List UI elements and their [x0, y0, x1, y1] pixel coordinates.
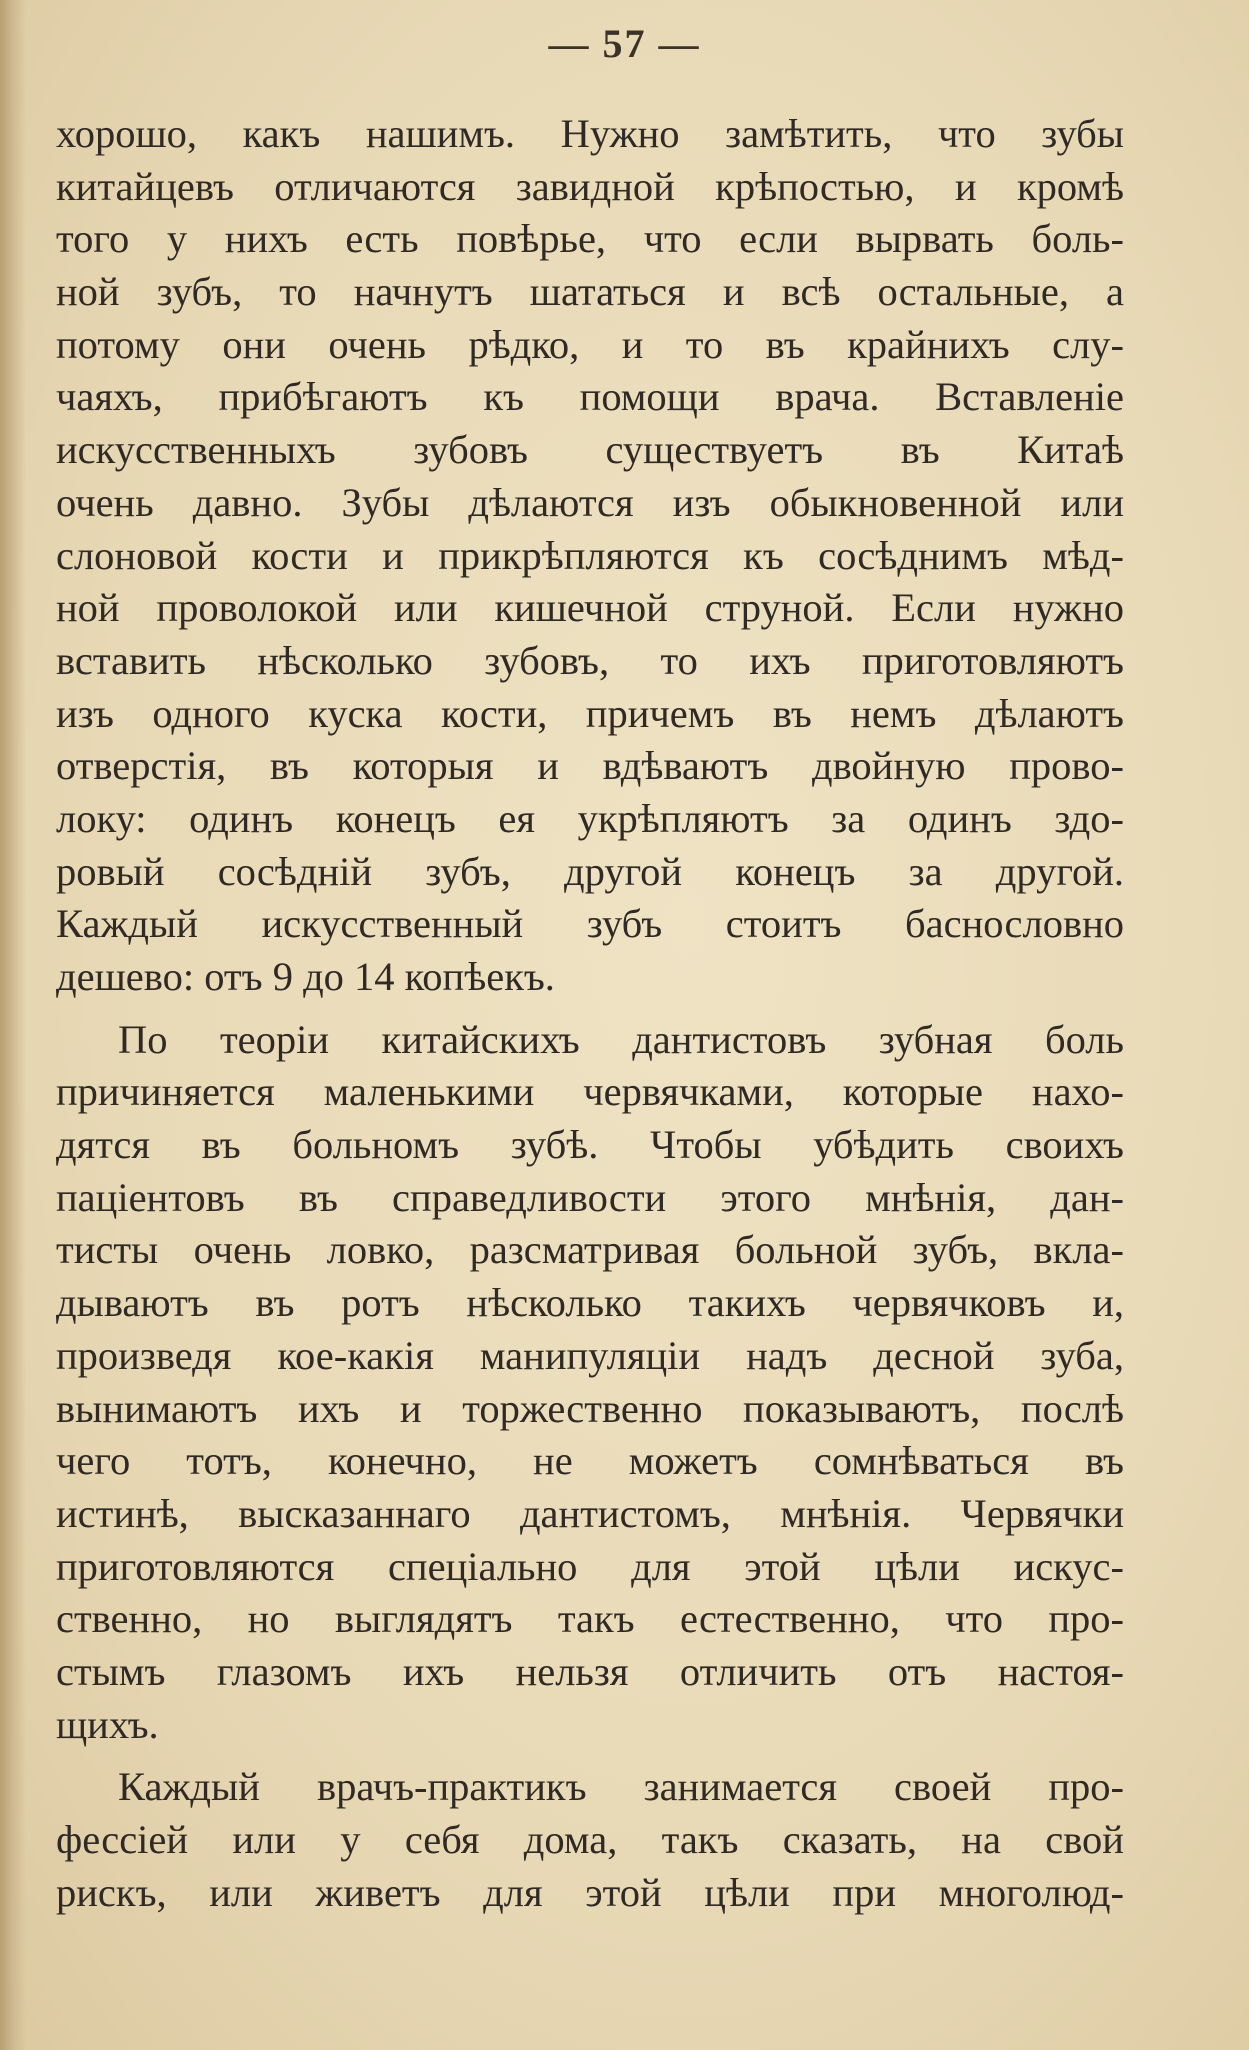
text-line: рискъ, или живетъ для этой цѣли при многолюд- — [56, 1869, 1124, 1915]
text-line: хорошо, какъ нашимъ. Нужно замѣтить, что зубы — [56, 111, 1124, 156]
text-line: произведя кое-какія манипуляціи надъ десной зуба, — [56, 1332, 1124, 1378]
text-line: стымъ глазомъ ихъ нельзя отличить отъ настоя- — [56, 1648, 1124, 1694]
text-line: паціентовъ въ справедливости этого мнѣнія, дан- — [56, 1174, 1124, 1220]
text-line: Каждый искусственный зубъ стоитъ баснословно — [56, 901, 1124, 947]
text-line: ровый сосѣдній зубъ, другой конецъ за другой. — [56, 848, 1124, 894]
text-line: искусственныхъ зубовъ существуетъ въ Китаѣ — [56, 427, 1124, 473]
page-gutter-shadow — [0, 0, 26, 2050]
text-line: тисты очень ловко, разсматривая больной зубъ, вкла- — [56, 1227, 1124, 1273]
text-line: чего тотъ, конечно, не можетъ сомнѣваться въ — [56, 1438, 1124, 1484]
paragraph-1 — [56, 108, 1124, 1004]
text-line: слоновой кости и прикрѣпляются къ сосѣднимъ мѣд- — [56, 532, 1124, 578]
text-line: изъ одного куска кости, причемъ въ немъ дѣлаютъ — [56, 690, 1124, 736]
text-line: фессіей или у себя дома, такъ сказать, на свой — [56, 1817, 1124, 1862]
paragraph-3 — [56, 1761, 1124, 1919]
text-line: Каждый врачъ-практикъ занимается своей про- — [118, 1764, 1124, 1810]
text-line: отверстія, въ которыя и вдѣваютъ двойную прово- — [56, 743, 1124, 789]
paragraph-gap — [56, 1751, 1124, 1761]
text-line: истинѣ, высказаннаго дантистомъ, мнѣнія. Червячки — [56, 1490, 1124, 1536]
body-text — [56, 108, 1124, 1919]
text-line: китайцевъ отличаются завидной крѣпостью, и кромѣ — [56, 163, 1124, 209]
text-line: По теоріи китайскихъ дантистовъ зубная боль — [118, 1016, 1124, 1062]
text-line: дываютъ въ ротъ нѣсколько такихъ червячковъ и, — [56, 1280, 1124, 1326]
paragraph-gap — [56, 1004, 1124, 1014]
text-line: приготовляются спеціально для этой цѣли искус- — [56, 1543, 1124, 1589]
paragraph-2 — [56, 1014, 1124, 1752]
text-line: того у нихъ есть повѣрье, что если вырвать боль- — [56, 216, 1124, 262]
page-number: — 57 — — [548, 21, 701, 66]
text-line: очень давно. Зубы дѣлаются изъ обыкновенной или — [56, 479, 1124, 525]
text-line: ной проволокой или кишечной струной. Если нужно — [56, 585, 1124, 631]
text-line: причиняется маленькими червячками, которые нахо- — [56, 1069, 1124, 1115]
text-line: щихъ. — [56, 1701, 159, 1747]
text-line: вставить нѣсколько зубовъ, то ихъ приготовляютъ — [56, 637, 1124, 683]
text-line: потому они очень рѣдко, и то въ крайнихъ слу- — [56, 321, 1124, 367]
text-line: дятся въ больномъ зубѣ. Чтобы убѣдить своихъ — [56, 1122, 1124, 1168]
text-line: дешево: отъ 9 до 14 копѣекъ. — [56, 954, 555, 999]
text-line: ственно, но выглядятъ такъ естественно, что про- — [56, 1596, 1124, 1642]
text-line: чаяхъ, прибѣгаютъ къ помощи врача. Вставленіе — [56, 374, 1124, 420]
text-line: локу: одинъ конецъ ея укрѣпляютъ за одинъ здо- — [56, 795, 1124, 841]
text-line: вынимаютъ ихъ и торжественно показываютъ, послѣ — [56, 1385, 1124, 1431]
text-line: ной зубъ, то начнутъ шататься и всѣ остальные, а — [56, 269, 1124, 315]
